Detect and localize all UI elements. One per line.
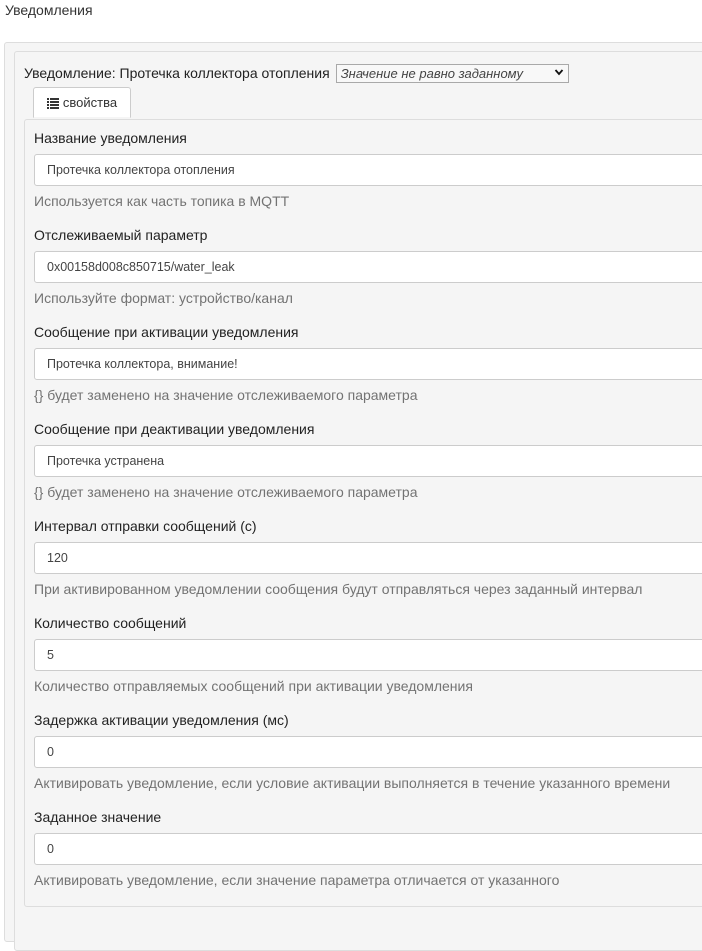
field-help-activation-delay: Активировать уведомление, если условие активации выполняется в течение указанного времени bbox=[34, 775, 671, 791]
page-title: Уведомления bbox=[5, 2, 93, 18]
notification-name-input[interactable]: Протечка коллектора отопления bbox=[34, 154, 702, 186]
message-count-input[interactable]: 5 bbox=[34, 639, 702, 671]
activation-delay-input[interactable]: 0 bbox=[34, 736, 702, 768]
notification-header-label: Уведомление: Протечка коллектора отопления bbox=[24, 65, 330, 81]
field-help-deactivation-message: {} будет заменено на значение отслеживаемого параметра bbox=[34, 484, 418, 500]
properties-button-label: свойства bbox=[62, 95, 118, 110]
field-label-deactivation-message: Сообщение при деактивации уведомления bbox=[34, 421, 315, 437]
condition-select[interactable] bbox=[336, 64, 569, 83]
field-help-parameter: Используйте формат: устройство/канал bbox=[34, 290, 293, 306]
field-label-activation-message: Сообщение при активации уведомления bbox=[34, 324, 299, 340]
field-label-message-count: Количество сообщений bbox=[34, 615, 187, 631]
field-label-setpoint: Заданное значение bbox=[34, 809, 162, 825]
condition-select-value: Значение не равно заданному bbox=[340, 65, 523, 81]
activation-message-input[interactable]: Протечка коллектора, внимание! bbox=[34, 348, 702, 380]
field-help-activation-message: {} будет заменено на значение отслеживаемого параметра bbox=[34, 387, 418, 403]
field-label-name: Название уведомления bbox=[34, 130, 187, 146]
chevron-down-icon bbox=[554, 66, 564, 80]
notification-header bbox=[24, 62, 569, 84]
field-label-parameter: Отслеживаемый параметр bbox=[34, 227, 208, 243]
list-icon bbox=[47, 97, 59, 108]
send-interval-input[interactable]: 120 bbox=[34, 542, 702, 574]
field-help-interval: При активированном уведомлении сообщения будут отправляться через заданный интервал bbox=[34, 581, 643, 597]
field-help-message-count: Количество отправляемых сообщений при активации уведомления bbox=[34, 678, 473, 694]
properties-tab-button[interactable] bbox=[33, 87, 131, 118]
field-label-interval: Интервал отправки сообщений (с) bbox=[34, 518, 257, 534]
field-help-name: Используется как часть топика в MQTT bbox=[34, 193, 290, 209]
tracked-parameter-input[interactable]: 0x00158d008c850715/water_leak bbox=[34, 251, 702, 283]
setpoint-value-input[interactable]: 0 bbox=[34, 833, 702, 865]
field-label-activation-delay: Задержка активации уведомления (мс) bbox=[34, 712, 289, 728]
deactivation-message-input[interactable]: Протечка устранена bbox=[34, 445, 702, 477]
field-help-setpoint: Активировать уведомление, если значение параметра отличается от указанного bbox=[34, 872, 560, 888]
